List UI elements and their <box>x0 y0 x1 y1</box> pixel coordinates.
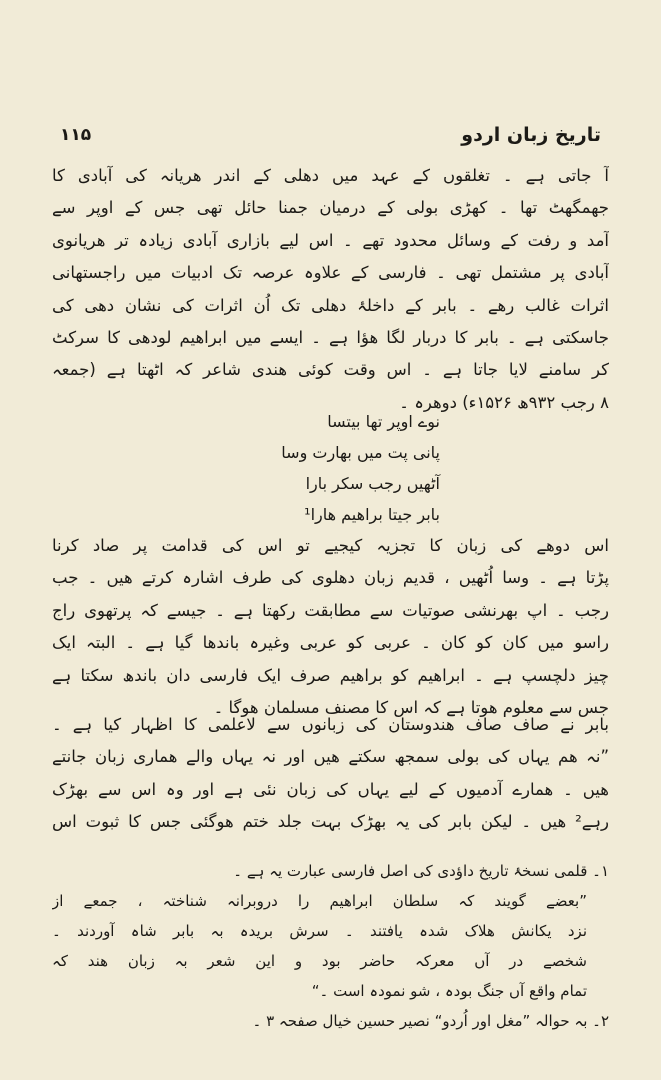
page-header <box>60 118 601 152</box>
text-line: آبادی پر مشتمل تھی ۔ فارسی کے علاوہ عرصہ تک ادبیات میں راجستھانی <box>52 263 609 283</box>
footnotes <box>52 856 609 1036</box>
text-line: آ جاتی ہے ۔ تغلقوں کے عہد میں دھلی کے اندر ھریانہ کی آبادی کا <box>52 166 609 185</box>
footnote-1-line: شخصے در آں معرکہ حاضر بود و این شعر بہ زبان ھند کہ <box>52 952 587 970</box>
running-title: تاریخ زبان اردو <box>461 124 601 146</box>
footnote-2: ۲۔ بہ حوالہ ”مغل اور اُردو“ نصیر حسین خیال صفحہ ۳ ۔ <box>252 1012 609 1030</box>
text-line: جھمگھٹ تھا ۔ کھڑی بولی کے درمیان جمنا حائل تھی جس کے اوپر سے <box>52 198 609 218</box>
text-line: آمد و رفت کے وسائل محدود تھے ۔ اس لیے بازاری آبادی زیادہ تر ھریانوی <box>52 230 609 250</box>
text-line: رجب ۔ اپ بھرنشی صوتیات سے مطابقت رکھتا ہے ۔ جیسے کہ پرتھوی راج <box>52 600 609 620</box>
text-line: ۸ رجب ۹۳۲ھ ۱۵۲۶ء) دوھرہ ۔ <box>399 392 609 412</box>
footnote-1-line: ”بعضے گویند کہ سلطان ابراھیم را دروبرانہ شناختہ ، جمعے از <box>52 892 587 910</box>
text-line: جاسکتی ہے ۔ بابر کا دربار لگا ھؤا ہے ۔ ایسے میں ابراھیم لودھی کا سرکٹ <box>52 327 609 347</box>
text-line: ھیں ۔ ھمارے آدمیوں کے لیے یہاں کی زبان نئی ہے اور وہ اس سے بھڑک <box>52 779 609 799</box>
text-line: اس دوھے کی زبان کا تجزیہ کیجیے تو اس کی قدامت پر صاد کرنا <box>52 536 609 555</box>
verse-line: نوے اوپر تھا بیتسا <box>327 412 440 431</box>
paragraph-3 <box>52 709 609 839</box>
text-line: جس سے معلوم ھوتا ہے کہ اس کا مصنف مسلمان ھوگا ۔ <box>213 697 609 717</box>
footnote-1-line: نزد یکانش ھلاک شدہ یافتند ۔ سرش بریدہ بہ بابر شاہ آوردند ۔ <box>52 922 587 940</box>
text-line: ”نہ ھم یہاں کی بولی سمجھ سکتے ھیں اور نہ یہاں والے ھماری زبان جانتے <box>52 747 609 767</box>
text-line: بابر نے صاف صاف ھندوستان کی زبانوں سے لاعلمی کا اظہار کیا ہے ۔ <box>52 715 609 734</box>
text-line: رہے² ھیں ۔ لیکن بابر کی یہ بھڑک بہت جلد ختم ھوگئی جس کا ثبوت اس <box>52 812 609 832</box>
verse-line: پانی پت میں بھارت وسا <box>281 443 440 462</box>
text-line: چیز دلچسپ ہے ۔ ابراھیم کو براھیم صرف ایک فارسی دان باندھ سکتا ہے <box>52 665 609 685</box>
text-line: راسو میں کان کو کان ۔ عربی کو عربی وغیرہ باندھا گیا ہے ۔ البتہ ایک <box>52 633 609 653</box>
paragraph-2 <box>52 530 609 724</box>
text-line: اثرات غالب رھے ۔ بابر کے داخلۂ دھلی تک اُن اثرات کی نشان دھی کی <box>52 295 609 315</box>
text-line: کر سامنے لایا جاتا ہے ۔ اس وقت کوئی ھندی شاعر کہ اٹھتا ہے (جمعہ <box>52 360 609 380</box>
verse-line: بابر جیتا براھیم ھارا¹ <box>304 505 440 524</box>
footnote-1-intro: ۱۔ قلمی نسخۂ تاریخ داؤدی کی اصل فارسی عبارت یہ ہے ۔ <box>233 862 609 880</box>
verse-block <box>160 406 440 530</box>
verse-line: آٹھیں رجب سکر بارا <box>305 474 440 493</box>
page-number: ۱۱۵ <box>60 125 92 145</box>
text-line: پڑتا ہے ۔ وسا اُٹھیں ، قدیم زبان دھلوی کی طرف اشارہ کرتے ھیں ۔ جب <box>52 568 609 588</box>
paragraph-1 <box>52 160 609 419</box>
footnote-1-line: تمام واقع آں جنگ بودہ ، شو نمودہ است ۔“ <box>311 982 587 1000</box>
